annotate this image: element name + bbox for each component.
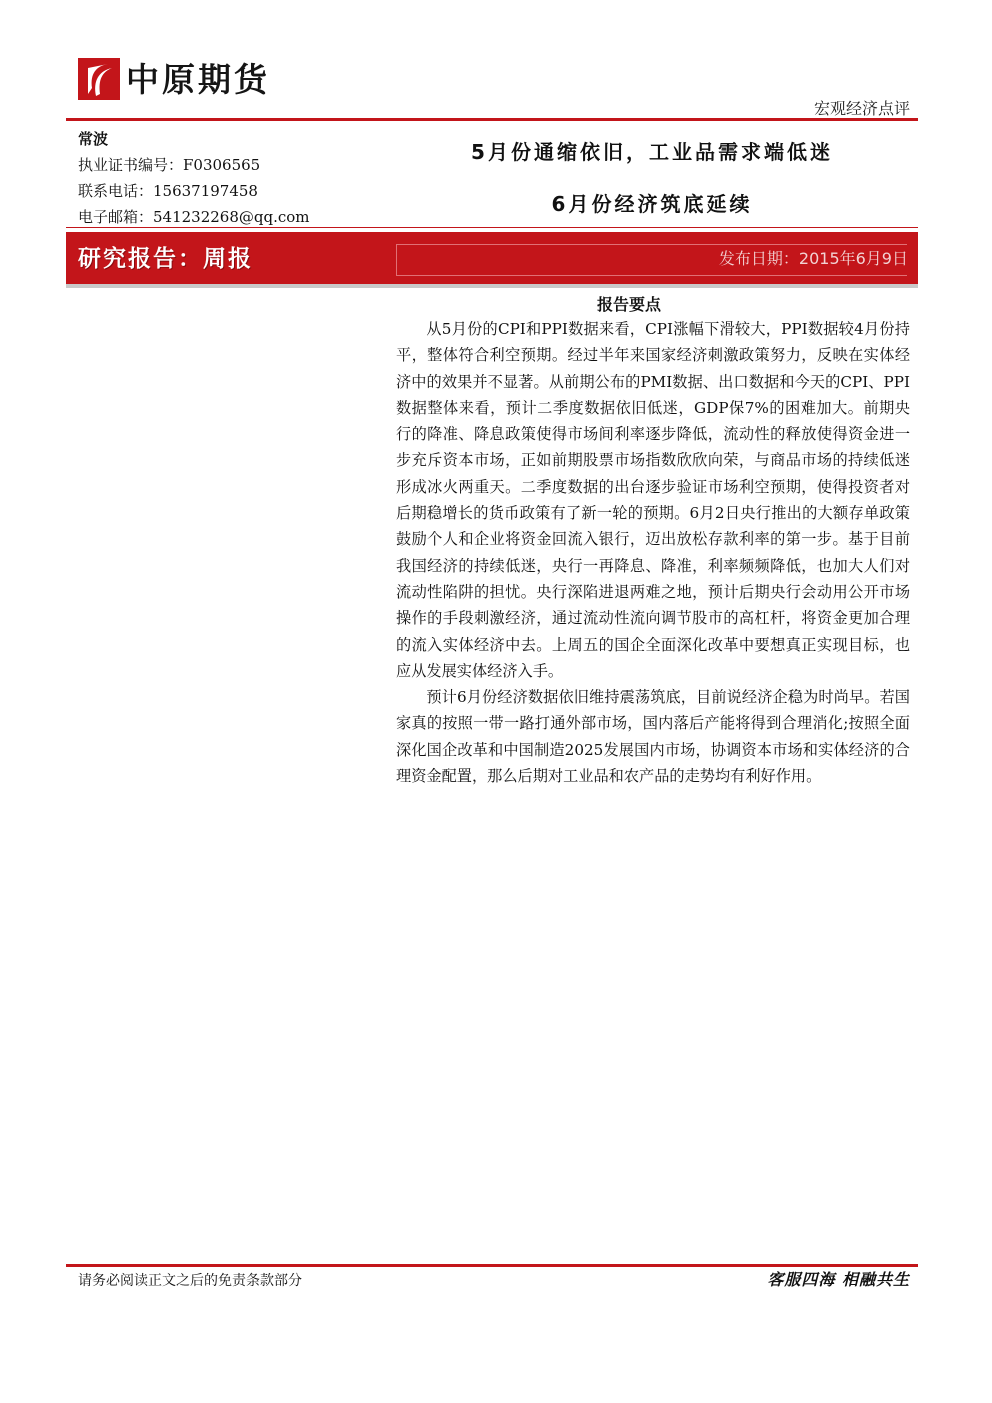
author-phone: 联系电话：15637197458 <box>78 182 258 200</box>
author-license: 执业证书编号：F0306565 <box>78 156 261 174</box>
body-paragraph: 预计6月份经济数据依旧维持震荡筑底，目前说经济企稳为时尚早。若国家真的按照一带一路打通外部市场，国内落后产能将得到合理消化;按照全面深化国企改革和中国制造2025发展国内市场，协调资本市场和实体经济的合理资金配置，那么后期对工业品和农产品的走势均有利好作用。 <box>396 688 910 786</box>
author-email: 电子邮箱：541232268@qq.com <box>78 208 310 226</box>
footer-disclaimer: 请务必阅读正文之后的免责条款部分 <box>78 1273 302 1289</box>
banner-top-rule <box>66 227 918 228</box>
header-divider <box>66 118 918 121</box>
footer-slogan: 客服四海 相融共生 <box>767 1270 910 1289</box>
footer-divider <box>66 1264 918 1267</box>
zhongyuan-logo-icon <box>78 58 120 100</box>
body-paragraph: 从5月份的CPI和PPI数据来看，CPI涨幅下滑较大，PPI数据较4月份持平，整体符合利空预期。经过半年来国家经济刺激政策努力，反映在实体经济中的效果并不显著。从前期公布的PMI数据、出口数据和今天的CPI、PPI数据整体来看，预计二季度数据依旧低迷，GDP保7%的困难加大。前期央行的降准、降息政策使得市场间利率逐步降低，流动性的释放使得资金进一步充斥资本市场，正如前期股票市场指数欣欣向荣，与商品市场的持续低迷形成冰火两重天。二季度数据的出台逐步验证市场利空预期，使得投资者对后期稳增长的货币政策有了新一轮的预期。6月2日央行推出的大额存单政策鼓励个人和企业将资金回流入银行，迈出放松存款利率的第一步。基于目前我国经济的持续低迷，央行一再降息、降准，利率频频降低，也加大人们对流动性陷阱的担忧。央行深陷进退两难之地，预计后期央行会动用公开市场操作的手段刺激经济，通过流动性流向调节股市的高杠杆，将资金更加合理的流入实体经济中去。上周五的国企全面深化改革中要想真正实现目标，也应从发展实体经济入手。 <box>396 320 910 680</box>
author-block <box>78 126 310 230</box>
author-name: 常波 <box>78 130 109 148</box>
report-body <box>396 316 910 789</box>
publish-date: 发布日期：2015年6月9日 <box>718 249 908 268</box>
report-title-line1: 5月份通缩依旧，工业品需求端低迷 <box>471 140 833 164</box>
report-category: 宏观经济点评 <box>813 99 910 118</box>
brand-name: 中原期货 <box>126 60 270 99</box>
banner-shadow <box>66 284 918 288</box>
report-title-line2: 6月份经济筑底延续 <box>551 192 753 216</box>
section-title: 报告要点 <box>596 295 661 314</box>
report-type: 研究报告：周报 <box>78 246 253 272</box>
